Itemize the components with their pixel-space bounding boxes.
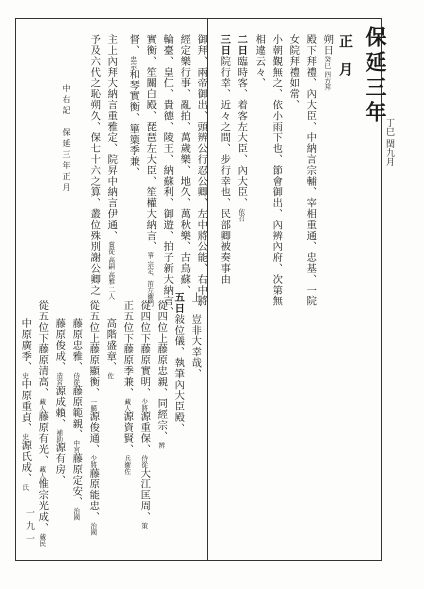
line-6: 二日臨時客、着客左大臣、內大臣、依召	[235, 34, 248, 222]
lower-line-9: 藤原俊成、造宮源成賴、補助源有房、	[53, 318, 66, 486]
lower-line-8: 藤原忠雅、侍從藤原範親、中宮藤原定安、治國	[70, 318, 83, 521]
lower-line-7: 從五位上藤原顯衡、一臈源俊通、少將藤原能忠、治國	[87, 300, 100, 536]
line-14: 予及六代之恥朔久、保七十六之算、叢位殊別謝公卿之	[88, 34, 101, 296]
line-7: 三日院行幸、近々之間、步行幸也、民部卿被奏事由	[218, 34, 231, 285]
top-rule	[15, 18, 381, 19]
bottom-rule	[15, 560, 381, 561]
line-2: 殿下拜禮、內大臣、中納言宗輔、宰相重通、忠基、一院	[304, 34, 317, 307]
lower-line-4: 從四位下藤原實明、少將源重保、侍從大江匡周、策	[138, 300, 151, 529]
lower-line-10: 從五位下藤原清高、藏人藤原有光、藏人惟宗光成、蔵民	[36, 300, 49, 547]
lower-line-2: 五日敍位儀、執筆內大臣殿、	[172, 292, 185, 434]
line-11: 實衡、笙關白殿、琵琶左大臣、笙權大納言、箏 宗定、笛左衞門	[144, 34, 157, 307]
line-4: 小朝覲無之、依小雨下也、節會御出、內辨內府、次第無	[270, 34, 283, 307]
line-5: 相違云々、	[253, 34, 266, 89]
era-note: 丁巳 閏九月	[384, 118, 394, 166]
line-13: 主上內拜大納言重雅定、院昇中納言伊通、賞從 高嗣 高雅 二人	[105, 34, 118, 300]
lower-line-11: 中原廣季、史中原重貞、史源氏成、氏	[19, 318, 32, 491]
running-header: 中右記 保延三年正月	[62, 84, 71, 194]
line-3: 女院拜禮如常、	[287, 34, 300, 111]
line-8: 御拜、兩帝御出、頭辨公行忍公卿、左中將公能、右中將	[195, 34, 208, 307]
line-9: 經定樂行事、亂拍、萬歲樂、地久、萬秋樂、古鳥蘇、	[178, 34, 191, 296]
lower-line-5: 正五位下藤原季兼、藏人源資賢、兵衞佐	[121, 300, 134, 475]
outer-left-rule	[15, 18, 16, 561]
lower-line-1: 上、豈非大幸哉、	[189, 292, 202, 380]
year-title: 保延三年	[363, 26, 388, 126]
line-1: 朔日癸巳 四方拜	[321, 34, 334, 91]
line-10: 輪臺、皇仁、貴德、陵王、納蘇利、御遊、拍子新大納言、	[161, 34, 174, 318]
lower-line-6: 高階盛章、佐	[104, 318, 117, 379]
lower-line-3: 從四位上藤原忠親、同經宗、辨	[155, 300, 168, 449]
month-heading: 正月	[337, 34, 353, 90]
page-number: 一九一	[24, 508, 34, 547]
line-12: 督、忠宗和琴實衡、篳篥季兼、	[127, 34, 140, 178]
center-fold-rule	[207, 18, 208, 561]
